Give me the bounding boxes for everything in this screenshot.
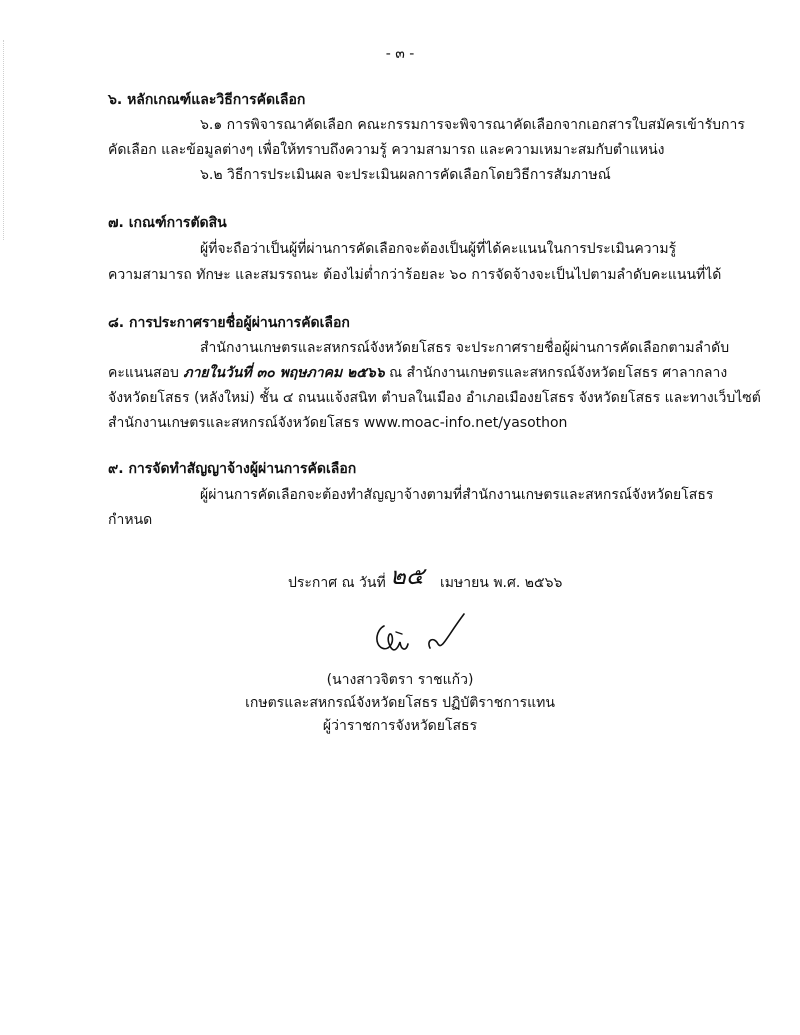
- signatory-title-1: เกษตรและสหกรณ์จังหวัดยโสธร ปฏิบัติราชการแทน: [245, 695, 555, 711]
- section-9-line-2: กำหนด: [108, 512, 153, 528]
- section-8-line-4: สำนักงานเกษตรและสหกรณ์จังหวัดยโสธร www.moac-info.net/yasothon: [108, 415, 568, 431]
- section-9-heading: ๙. การจัดทำสัญญาจ้างผู้ผ่านการคัดเลือก: [108, 461, 357, 477]
- section-9-line-1: ผู้ผ่านการคัดเลือกจะต้องทำสัญญาจ้างตามที่สำนักงานเกษตรและสหกรณ์จังหวัดยโสธร: [200, 487, 714, 503]
- section-8-line-2: [108, 364, 727, 382]
- signatory-title-2: ผู้ว่าราชการจังหวัดยโสธร: [322, 718, 478, 734]
- announcement-deadline: ภายในวันที่ ๓๐ พฤษภาคม ๒๕๖๖: [183, 365, 385, 381]
- section-6-1-line-2: คัดเลือก และข้อมูลต่างๆ เพื่อให้ทราบถึงความรู้ ความสามารถ และความเหมาะสมกับตำแหน่ง: [108, 142, 665, 158]
- section-7-line-2: ความสามารถ ทักษะ และสมรรถนะ ต้องไม่ต่ำกว่าร้อยละ ๖๐ การจัดจ้างจะเป็นไปตามลำดับคะแนนที่ได้: [108, 267, 722, 283]
- section-8-line-3: จังหวัดยโสธร (หลังใหม่) ชั้น ๔ ถนนแจ้งสนิท ตำบลในเมือง อำเภอเมืองยโสธร จังหวัดยโสธร และทางเว็บไซต์: [108, 390, 761, 406]
- section-8-line-1: สำนักงานเกษตรและสหกรณ์จังหวัดยโสธร จะประกาศรายชื่อผู้ผ่านการคัดเลือกตามลำดับ: [200, 340, 730, 356]
- handwritten-day: ๒๕: [390, 562, 424, 590]
- scan-margin-mark: [3, 40, 6, 240]
- signature-image: [368, 608, 478, 668]
- section-6-heading: ๖. หลักเกณฑ์และวิธีการคัดเลือก: [108, 92, 306, 108]
- section-8-line-2-pre: คะแนนสอบ: [108, 365, 184, 381]
- announcement-suffix: เมษายน พ.ศ. ๒๕๖๖: [440, 575, 563, 591]
- announcement-prefix: ประกาศ ณ วันที่: [288, 575, 386, 591]
- section-7-line-1: ผู้ที่จะถือว่าเป็นผู้ที่ผ่านการคัดเลือกจะต้องเป็นผู้ที่ได้คะแนนในการประเมินความรู้: [200, 241, 677, 257]
- section-6-1-line-1: ๖.๑ การพิจารณาคัดเลือก คณะกรรมการจะพิจารณาคัดเลือกจากเอกสารใบสมัครเข้ารับการ: [200, 117, 745, 133]
- section-7-heading: ๗. เกณฑ์การตัดสิน: [108, 215, 227, 231]
- section-8-line-2-post: ณ สำนักงานเกษตรและสหกรณ์จังหวัดยโสธร ศาลากลาง: [384, 365, 728, 381]
- section-6-2-line-1: ๖.๒ วิธีการประเมินผล จะประเมินผลการคัดเลือกโดยวิธีการสัมภาษณ์: [200, 167, 611, 183]
- page-number: - ๓ -: [385, 46, 415, 62]
- section-8-heading: ๘. การประกาศรายชื่อผู้ผ่านการคัดเลือก: [108, 315, 350, 331]
- signatory-name: (นางสาวจิตรา ราชแก้ว): [326, 672, 474, 688]
